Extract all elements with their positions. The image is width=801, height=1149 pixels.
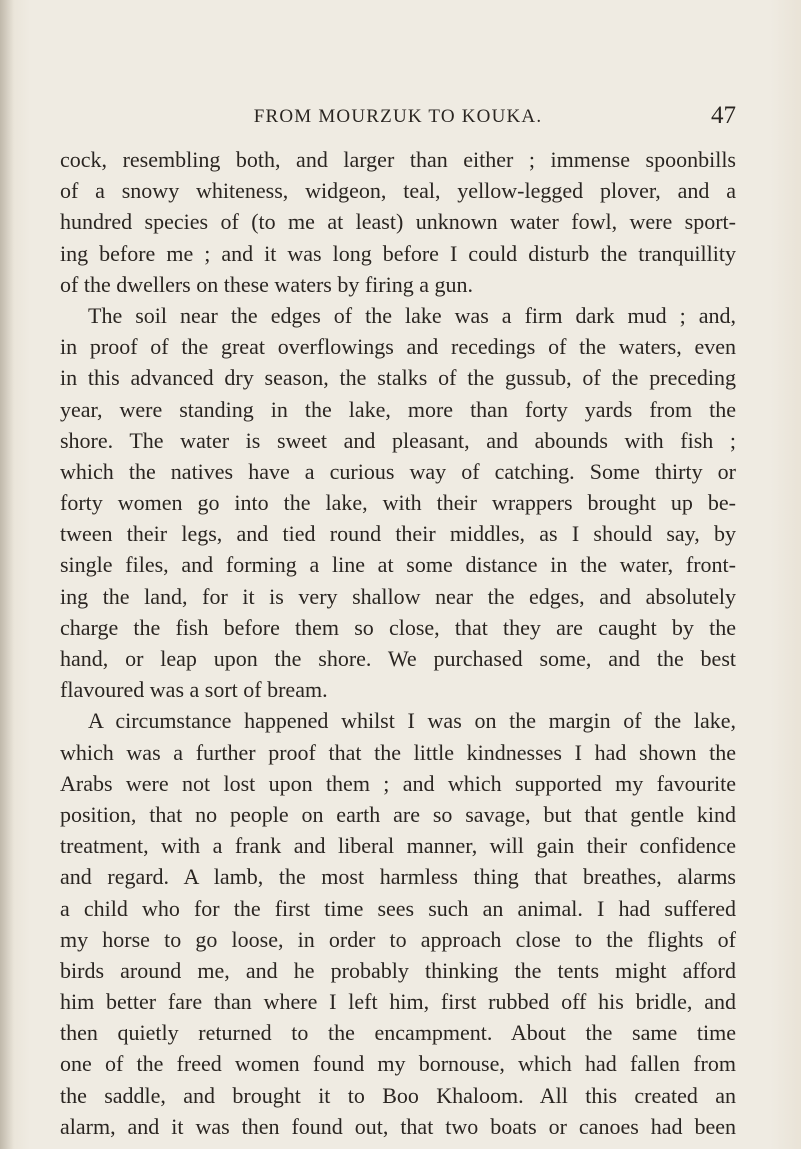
text-line: the saddle, and brought it to Boo Khaloom. All this created an <box>60 1082 736 1108</box>
binding-shadow <box>0 0 14 1149</box>
text-line: The soil near the edges of the lake was a firm dark mud ; and, <box>88 302 736 328</box>
text-line: which the natives have a curious way of catching. Some thirty or <box>60 458 736 484</box>
text-line: single files, and forming a line at some distance in the water, front- <box>60 552 736 578</box>
running-title: FROM MOURZUK TO KOUKA. <box>253 106 543 127</box>
text-line: Arabs were not lost upon them ; and which supported my favourite <box>60 770 736 796</box>
text-line: which was a further proof that the little kindnesses I had shown the <box>60 739 736 765</box>
text-line: birds around me, and he probably thinking the tents might afford <box>60 957 736 983</box>
text-line: hand, or leap upon the shore. We purchased some, and the best <box>60 646 736 671</box>
text-line: alarm, and it was then found out, that two boats or canoes had been <box>60 1113 736 1139</box>
text-line: ing before me ; and it was long before I could disturb the tranquillity <box>60 240 736 266</box>
text-line: and regard. A lamb, the most harmless thing that breathes, alarms <box>60 864 736 890</box>
text-line: cock, resembling both, and larger than either ; immense spoonbills <box>60 147 736 172</box>
text-line: shore. The water is sweet and pleasant, and abounds with fish ; <box>60 427 736 453</box>
text-line: treatment, with a frank and liberal manner, will gain their confidence <box>60 833 736 859</box>
text-line: position, that no people on earth are so savage, but that gentle kind <box>60 801 736 827</box>
text-line: him better fare than where I left him, first rubbed off his bridle, and <box>60 989 736 1015</box>
text-line: then quietly returned to the encampment. About the same time <box>60 1020 736 1046</box>
text-line: my horse to go loose, in order to approach close to the flights of <box>60 926 736 952</box>
text-line: ing the land, for it is very shallow near the edges, and absolutely <box>60 583 736 609</box>
running-head <box>60 102 736 132</box>
text-line: A circumstance happened whilst I was on the margin of the lake, <box>88 708 736 734</box>
text-line: tween their legs, and tied round their middles, as I should say, by <box>60 521 736 547</box>
text-line: year, were standing in the lake, more than forty yards from the <box>60 396 736 422</box>
text-line: charge the fish before them so close, that they are caught by the <box>60 614 736 640</box>
text-line: in proof of the great overflowings and recedings of the waters, even <box>60 334 736 360</box>
text-line: hundred species of (to me at least) unknown water fowl, were sport- <box>60 209 736 235</box>
text-line: one of the freed women found my bornouse, which had fallen from <box>60 1051 736 1077</box>
text-line: flavoured was a sort of bream. <box>60 677 328 703</box>
text-line: in this advanced dry season, the stalks of the gussub, of the preceding <box>60 365 736 391</box>
text-line: of the dwellers on these waters by firing a gun. <box>60 271 473 297</box>
text-line: of a snowy whiteness, widgeon, teal, yellow-legged plover, and a <box>60 178 736 204</box>
page-number: 47 <box>711 102 736 129</box>
body-text <box>60 144 736 1142</box>
text-line: a child who for the first time sees such an animal. I had suffered <box>60 895 736 921</box>
text-line: forty women go into the lake, with their wrappers brought up be- <box>60 490 736 516</box>
